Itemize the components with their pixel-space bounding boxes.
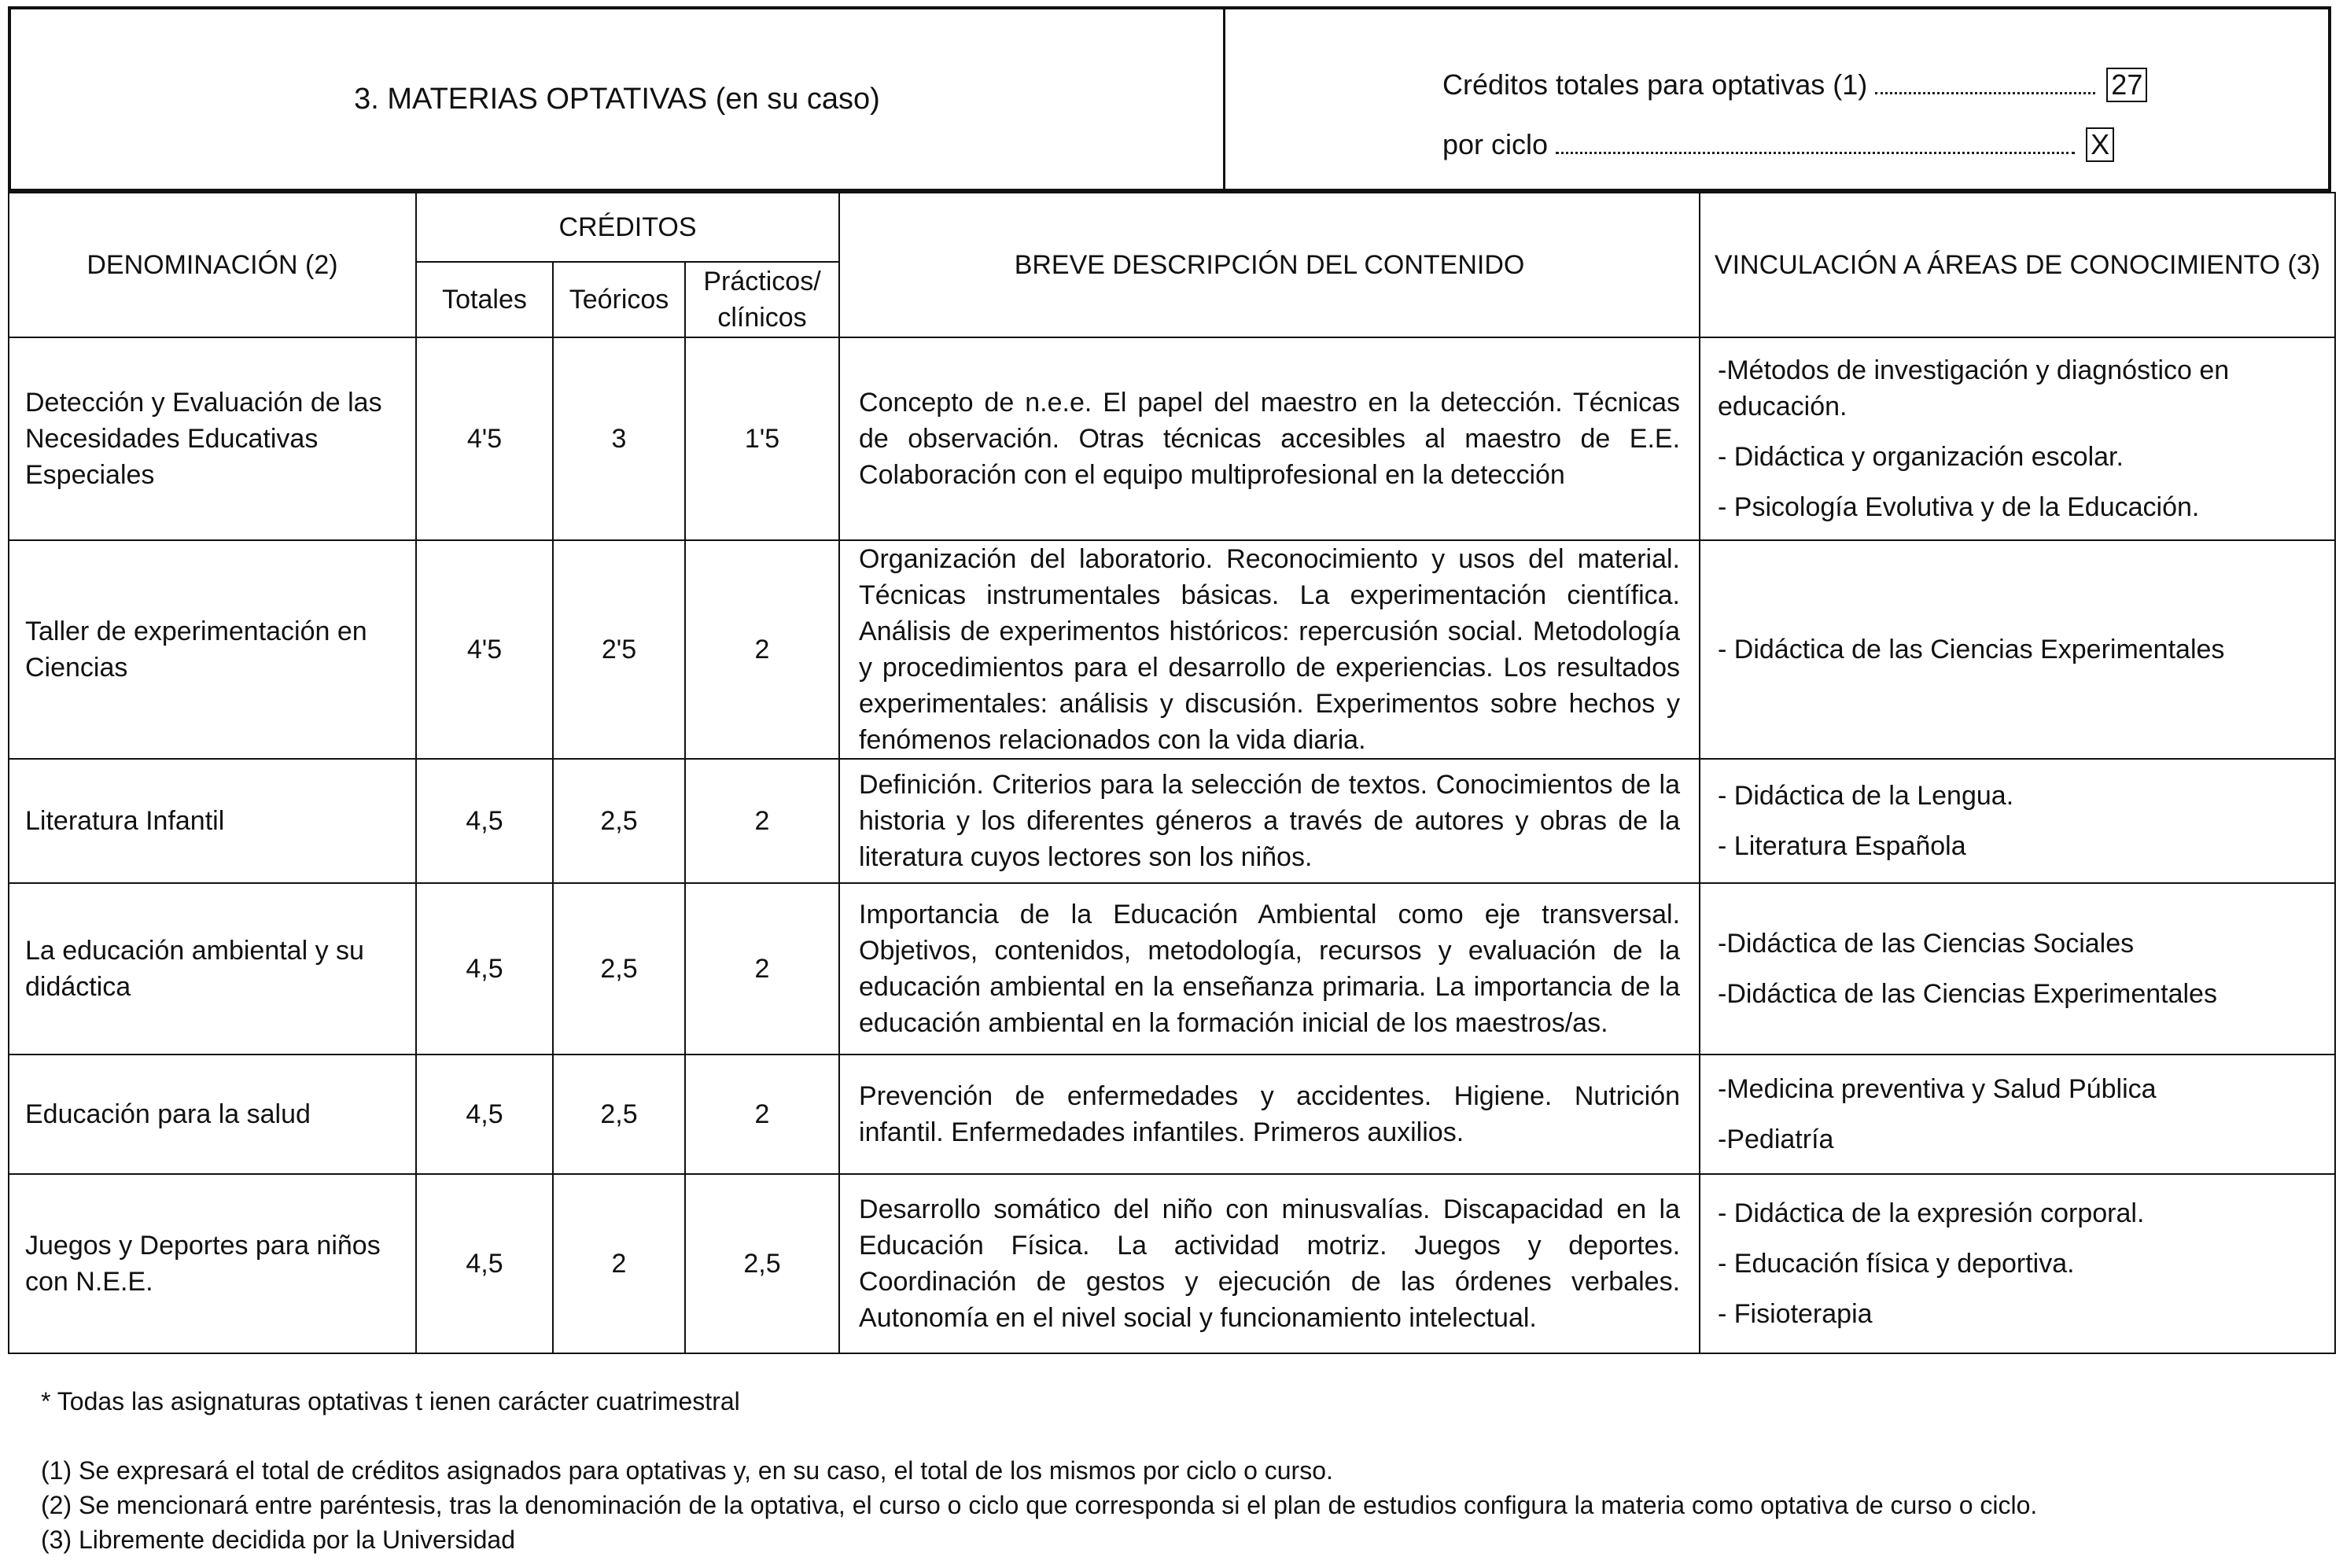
credits-teoricos: 2,5 (553, 759, 685, 883)
area-item: - Fisioterapia (1718, 1299, 1873, 1329)
col-denominacion: DENOMINACIÓN (2) (9, 193, 416, 337)
area-item: -Didáctica de las Ciencias Experimentales (1718, 979, 2217, 1009)
table-row (9, 540, 2335, 759)
credits-totales: 4,5 (416, 1055, 553, 1174)
credits-totales: 4,5 (416, 759, 553, 883)
per-cycle-value: X (2086, 127, 2114, 162)
credits-practicos: 2 (685, 540, 839, 759)
area-item: -Didáctica de las Ciencias Sociales (1718, 929, 2135, 959)
credits-totales: 4,5 (416, 1174, 553, 1353)
area-item: - Didáctica y organización escolar. (1718, 442, 2124, 472)
dotted-leader (1556, 133, 2075, 154)
note-2: (2) Se mencionará entre paréntesis, tras la denominación de la optativa, el curso o ciclo que corresponda si el plan de estudios configura la materia como optativa de curso o ciclo. (41, 1491, 2038, 1519)
note-3: (3) Libremente decidida por la Universidad (41, 1526, 515, 1554)
table-row (9, 1055, 2335, 1174)
credits-practicos: 2 (685, 1055, 839, 1174)
subject-name: Literatura Infantil (9, 759, 416, 883)
dotted-leader (1875, 73, 2095, 94)
area-item: - Educación física y deportiva. (1718, 1249, 2075, 1279)
content-description: Organización del laboratorio. Reconocimiento y usos del material. Técnicas instrumentales básicas. La experimentación científica. Análisis de experimentos históricos: repercusión social. Metodología y procedimientos para el desarrollo de experiencias. Los resultados experimentales: análisis y discusión. Experimentos sobre hechos y fenómenos relacionados con la vida diaria. (839, 540, 1700, 759)
subject-name: Detección y Evaluación de las Necesidades Educativas Especiales (9, 337, 416, 540)
credits-practicos: 2 (685, 883, 839, 1055)
subject-name: Educación para la salud (9, 1055, 416, 1174)
table-row (9, 1174, 2335, 1353)
content-description: Importancia de la Educación Ambiental como eje transversal. Objetivos, contenidos, metodología, recursos y evaluación de la educación ambiental en la enseñanza primaria. La importancia de la educación ambiental en la formación inicial de los maestros/as. (839, 883, 1700, 1055)
col-creditos: CRÉDITOS (416, 193, 839, 262)
content-description: Concepto de n.e.e. El papel del maestro en la detección. Técnicas de observación. Otras técnicas accesibles al maestro de E.E. Colaboración con el equipo multiprofesional en la detección (839, 337, 1700, 540)
subject-name: La educación ambiental y su didáctica (9, 883, 416, 1055)
area-item: - Didáctica de la expresión corporal. (1718, 1198, 2145, 1228)
area-item: - Didáctica de las Ciencias Experimentales (1718, 635, 2225, 664)
note-asterisk: * Todas las asignaturas optativas t ienen carácter cuatrimestral (41, 1387, 740, 1415)
area-item: - Psicología Evolutiva y de la Educación. (1718, 492, 2200, 522)
optional-subjects-table (8, 192, 2336, 1354)
credits-teoricos: 2 (553, 1174, 685, 1353)
credits-summary (1442, 55, 2147, 175)
document-page (8, 6, 2334, 1333)
table-row (9, 337, 2335, 540)
area-item: -Pediatría (1718, 1124, 1834, 1154)
credits-total-value: 27 (2106, 68, 2147, 102)
knowledge-areas (1700, 337, 2335, 540)
knowledge-areas (1700, 759, 2335, 883)
area-item: - Literatura Española (1718, 831, 1966, 861)
credits-totales: 4'5 (416, 540, 553, 759)
credits-practicos: 2 (685, 759, 839, 883)
content-description: Prevención de enfermedades y accidentes. Higiene. Nutrición infantil. Enfermedades infantiles. Primeros auxilios. (839, 1055, 1700, 1174)
knowledge-areas (1700, 1055, 2335, 1174)
credits-teoricos: 2,5 (553, 883, 685, 1055)
content-description: Desarrollo somático del niño con minusvalías. Discapacidad en la Educación Física. La actividad motriz. Juegos y deportes. Coordinación de gestos y ejecución de las órdenes verbales. Autonomía en el nivel social y funcionamiento intelectual. (839, 1174, 1700, 1353)
credits-total-line (1442, 55, 2147, 115)
subject-name: Juegos y Deportes para niños con N.E.E. (9, 1174, 416, 1353)
table-row (9, 883, 2335, 1055)
credits-practicos: 2,5 (685, 1174, 839, 1353)
spacer (41, 1419, 2037, 1453)
knowledge-areas (1700, 540, 2335, 759)
section-title: 3. MATERIAS OPTATIVAS (en su caso) (11, 9, 1225, 189)
credits-total-label: Créditos totales para optativas (1) (1442, 68, 1868, 101)
subject-name: Taller de experimentación en Ciencias (9, 540, 416, 759)
header-box (8, 6, 2331, 192)
note-1: (1) Se expresará el total de créditos asignados para optativas y, en su caso, el total de los mismos por ciclo o curso. (41, 1456, 1333, 1485)
col-practicos: Prácticos/ clínicos (685, 262, 839, 337)
col-teoricos: Teóricos (553, 262, 685, 337)
credits-teoricos: 2,5 (553, 1055, 685, 1174)
per-cycle-line (1442, 115, 2147, 175)
area-item: -Métodos de investigación y diagnóstico en educación. (1718, 355, 2230, 421)
col-vinculacion: VINCULACIÓN A ÁREAS DE CONOCIMIENTO (3) (1700, 193, 2335, 337)
footnotes (41, 1384, 2037, 1557)
col-totales: Totales (416, 262, 553, 337)
knowledge-areas (1700, 1174, 2335, 1353)
credits-totales: 4'5 (416, 337, 553, 540)
knowledge-areas (1700, 883, 2335, 1055)
credits-practicos: 1'5 (685, 337, 839, 540)
col-descripcion: BREVE DESCRIPCIÓN DEL CONTENIDO (839, 193, 1700, 337)
credits-teoricos: 2'5 (553, 540, 685, 759)
content-description: Definición. Criterios para la selección de textos. Conocimientos de la historia y los diferentes géneros a través de autores y obras de la literatura cuyos lectores son los niños. (839, 759, 1700, 883)
credits-totales: 4,5 (416, 883, 553, 1055)
credits-teoricos: 3 (553, 337, 685, 540)
table-row (9, 759, 2335, 883)
area-item: -Medicina preventiva y Salud Pública (1718, 1074, 2157, 1104)
per-cycle-label: por ciclo (1442, 128, 1549, 160)
area-item: - Didáctica de la Lengua. (1718, 781, 2014, 811)
